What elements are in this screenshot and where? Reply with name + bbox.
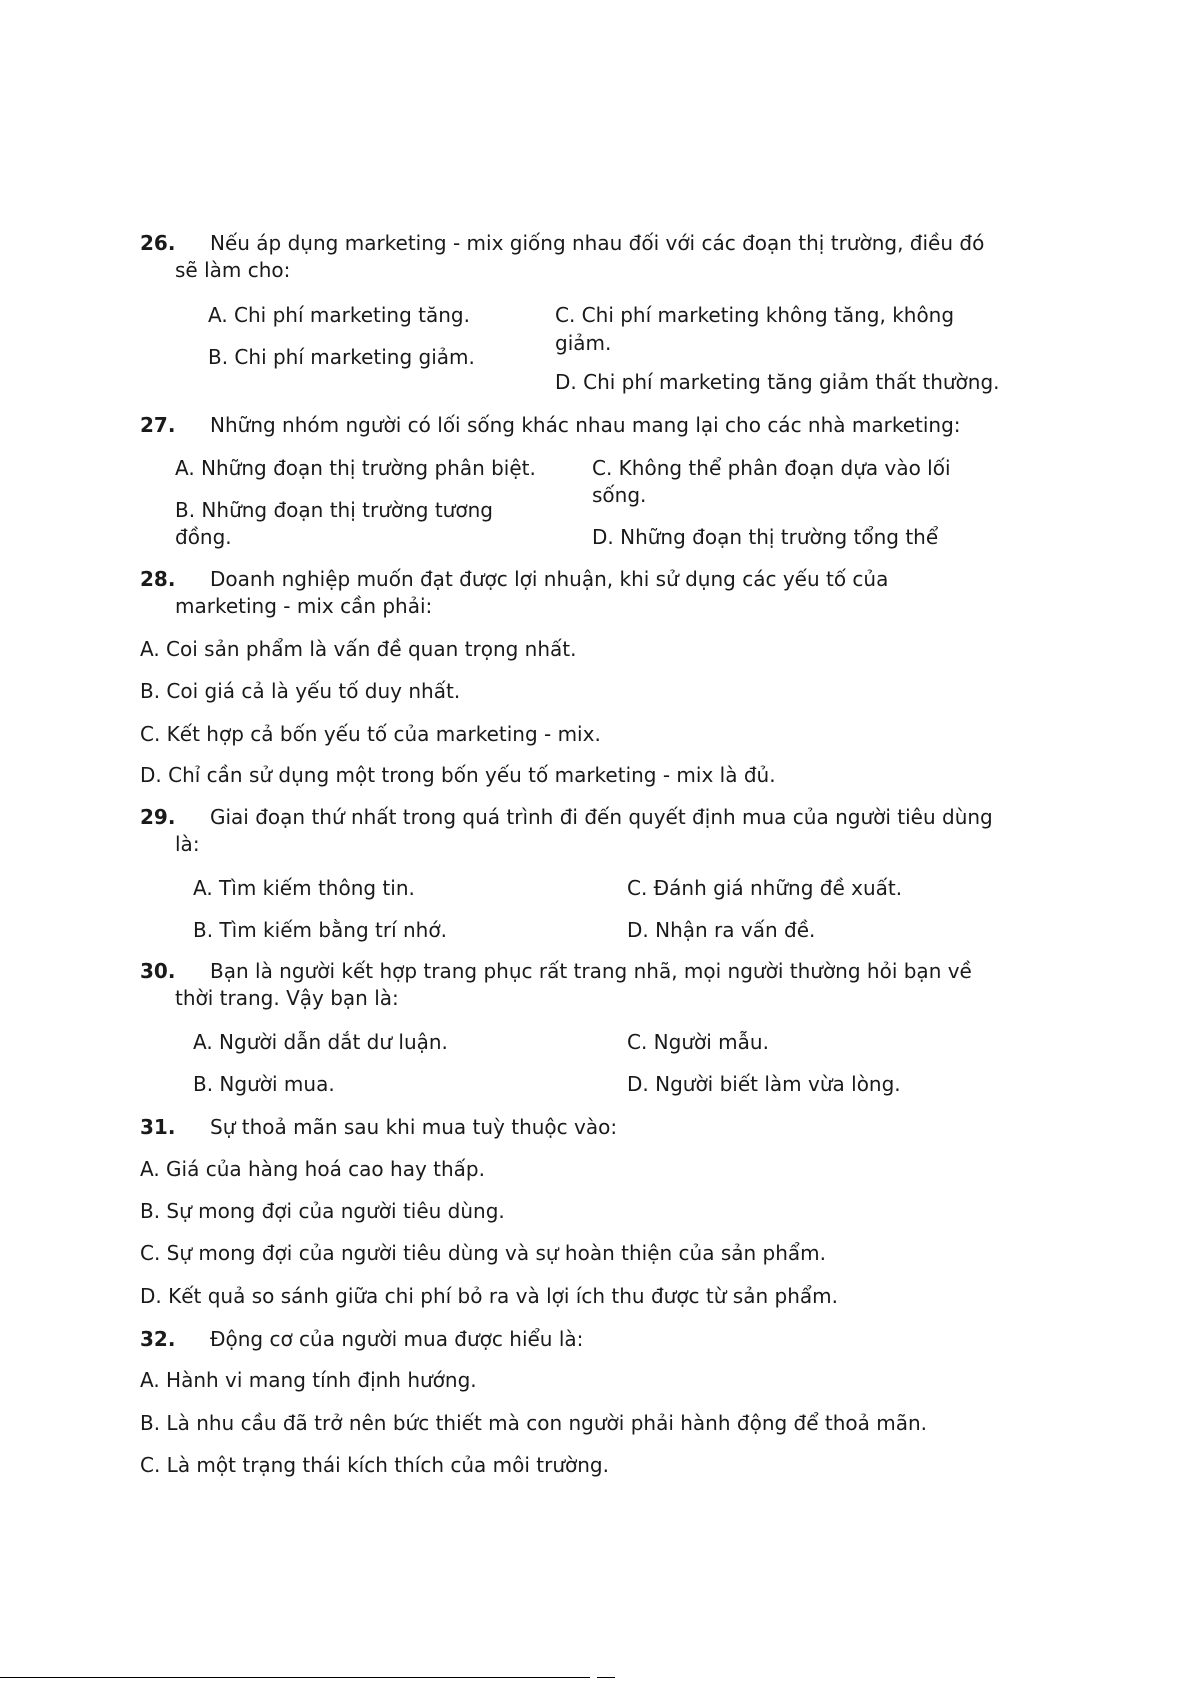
- option-d: D. Chỉ cần sử dụng một trong bốn yếu tố marketing - mix là đủ.: [140, 763, 776, 787]
- question-stem: Giai đoạn thứ nhất trong quá trình đi đến quyết định mua của người tiêu dùng: [210, 805, 993, 829]
- question-stem-continued: là:: [175, 832, 200, 856]
- option-c: C. Người mẫu.: [627, 1030, 769, 1054]
- option-c: C. Sự mong đợi của người tiêu dùng và sự hoàn thiện của sản phẩm.: [140, 1241, 826, 1265]
- option-a: A. Chi phí marketing tăng.: [208, 303, 470, 327]
- question-stem-continued: sẽ làm cho:: [175, 258, 291, 282]
- question-stem-continued: thời trang. Vậy bạn là:: [175, 986, 399, 1010]
- question-stem: Động cơ của người mua được hiểu là:: [210, 1327, 584, 1351]
- question-number: 31.: [140, 1115, 176, 1139]
- question-30-line-1: [140, 958, 972, 984]
- option-b: B. Là nhu cầu đã trở nên bức thiết mà con người phải hành động để thoả mãn.: [140, 1411, 928, 1435]
- option-b: B. Chi phí marketing giảm.: [208, 345, 475, 369]
- option-a: A. Hành vi mang tính định hướng.: [140, 1368, 477, 1392]
- question-stem: Bạn là người kết hợp trang phục rất trang nhã, mọi người thường hỏi bạn về: [210, 959, 972, 983]
- option-b: B. Tìm kiếm bằng trí nhớ.: [193, 918, 447, 942]
- option-a: A. Những đoạn thị trường phân biệt.: [175, 456, 536, 480]
- question-number: 29.: [140, 805, 176, 829]
- option-c: C. Chi phí marketing không tăng, không: [555, 303, 955, 327]
- option-d: D. Kết quả so sánh giữa chi phí bỏ ra và lợi ích thu được từ sản phẩm.: [140, 1284, 838, 1308]
- option-a: A. Người dẫn dắt dư luận.: [193, 1030, 448, 1054]
- footer-rule: [0, 1677, 590, 1678]
- option-d: D. Nhận ra vấn đề.: [627, 918, 816, 942]
- question-number: 30.: [140, 959, 176, 983]
- question-28-line-1: [140, 566, 888, 592]
- footer-mark: [597, 1677, 615, 1678]
- option-c-continued: sống.: [592, 483, 647, 507]
- question-stem: Nếu áp dụng marketing - mix giống nhau đối với các đoạn thị trường, điều đó: [210, 231, 985, 255]
- option-b: B. Người mua.: [193, 1072, 335, 1096]
- question-number: 26.: [140, 231, 176, 255]
- option-b: B. Sự mong đợi của người tiêu dùng.: [140, 1199, 505, 1223]
- question-number: 28.: [140, 567, 176, 591]
- question-27-line-1: [140, 412, 961, 438]
- option-c: C. Là một trạng thái kích thích của môi trường.: [140, 1453, 609, 1477]
- option-c-continued: giảm.: [555, 331, 612, 355]
- question-32-line-1: [140, 1326, 583, 1352]
- question-stem: Sự thoả mãn sau khi mua tuỳ thuộc vào:: [210, 1115, 618, 1139]
- question-26-line-1: [140, 230, 984, 256]
- option-d: D. Người biết làm vừa lòng.: [627, 1072, 901, 1096]
- option-b-continued: đồng.: [175, 525, 232, 549]
- question-number: 32.: [140, 1327, 176, 1351]
- option-c: C. Đánh giá những đề xuất.: [627, 876, 903, 900]
- option-a: A. Tìm kiếm thông tin.: [193, 876, 415, 900]
- option-d: D. Chi phí marketing tăng giảm thất thường.: [555, 370, 1000, 394]
- option-a: A. Coi sản phẩm là vấn đề quan trọng nhất.: [140, 637, 577, 661]
- option-b: B. Những đoạn thị trường tương: [175, 498, 493, 522]
- option-a: A. Giá của hàng hoá cao hay thấp.: [140, 1157, 485, 1181]
- option-b: B. Coi giá cả là yếu tố duy nhất.: [140, 679, 461, 703]
- option-d: D. Những đoạn thị trường tổng thể: [592, 525, 939, 549]
- option-c: C. Không thể phân đoạn dựa vào lối: [592, 456, 951, 480]
- question-number: 27.: [140, 413, 176, 437]
- question-31-line-1: [140, 1114, 617, 1140]
- question-stem: Doanh nghiệp muốn đạt được lợi nhuận, khi sử dụng các yếu tố của: [210, 567, 889, 591]
- question-stem-continued: marketing - mix cần phải:: [175, 594, 433, 618]
- question-stem: Những nhóm người có lối sống khác nhau mang lại cho các nhà marketing:: [210, 413, 961, 437]
- option-c: C. Kết hợp cả bốn yếu tố của marketing - mix.: [140, 722, 601, 746]
- question-29-line-1: [140, 804, 993, 830]
